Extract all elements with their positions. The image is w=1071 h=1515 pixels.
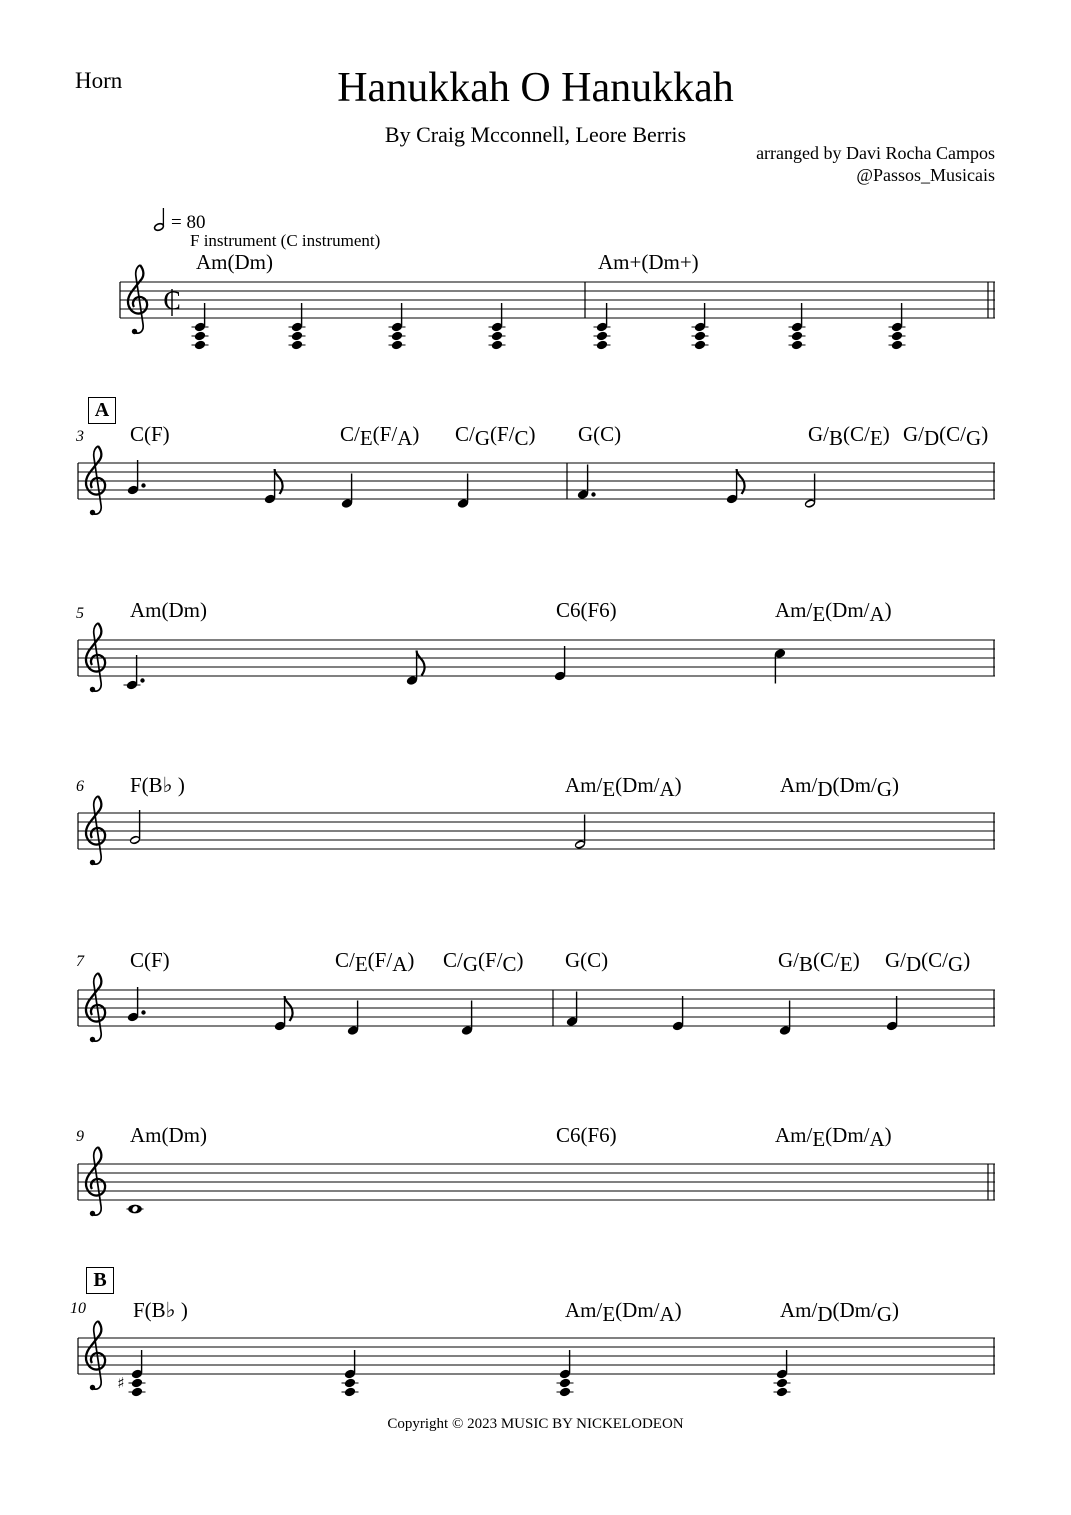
chord-symbol: C/G(F/C)	[455, 422, 536, 450]
note	[886, 996, 899, 1032]
measure-number: 9	[76, 1128, 84, 1145]
note	[289, 303, 306, 351]
chord-symbol: G(C)	[578, 422, 622, 446]
tempo-value: = 80	[171, 212, 206, 233]
staff-system-2	[78, 446, 995, 515]
chord-symbol: F(B♭ )	[130, 773, 185, 797]
note	[804, 474, 817, 510]
staff-system-5	[78, 973, 995, 1042]
composer-credit: By Craig Mcconnell, Leore Berris	[384, 122, 687, 147]
chord-symbol: Am/E(Dm/A)	[775, 1123, 892, 1151]
note	[129, 810, 142, 846]
rehearsal-mark-a: A	[88, 397, 116, 424]
note	[574, 815, 587, 851]
chord-symbol: C/G(F/C)	[443, 948, 524, 976]
note	[457, 474, 470, 510]
chord-symbol: Am/E(Dm/A)	[565, 773, 682, 801]
chord-symbol: Am(Dm)	[130, 598, 207, 622]
note	[779, 1001, 792, 1037]
chord-symbol: Am/D(Dm/G)	[780, 1298, 900, 1326]
chord-symbol: Am/D(Dm/G)	[780, 773, 900, 801]
note	[347, 1001, 360, 1037]
svg-text:♯: ♯	[117, 1374, 125, 1392]
instrument-label: Horn	[75, 68, 123, 93]
note	[554, 646, 567, 682]
note	[774, 648, 787, 684]
chord-symbol: Am/E(Dm/A)	[775, 598, 892, 626]
measure-number: 7	[76, 953, 84, 970]
note	[594, 303, 611, 351]
staff-system-1	[120, 265, 995, 351]
note	[192, 303, 209, 351]
staff-system-6	[78, 1147, 995, 1216]
piece-title: Hanukkah O Hanukkah	[337, 65, 734, 111]
arranger-credit: arranged by Davi Rocha Campos	[756, 143, 995, 163]
measure-number: 10	[70, 1300, 86, 1317]
note	[127, 1205, 144, 1214]
staff-system-4	[78, 796, 995, 865]
note	[789, 303, 806, 351]
arranger-handle: @Passos_Musicais	[856, 165, 995, 185]
note	[672, 996, 685, 1032]
chord-symbol: C6(F6)	[556, 598, 617, 622]
rehearsal-mark-b: B	[86, 1267, 114, 1294]
chord-symbol: Am(Dm)	[130, 1123, 207, 1147]
measure-number: 5	[76, 605, 84, 622]
note	[889, 303, 906, 351]
note	[389, 303, 406, 351]
chord-symbol: G/D(C/G)	[903, 422, 989, 450]
chord-symbol: C/E(F/A)	[340, 422, 420, 450]
note	[692, 303, 709, 351]
cut-time-icon: C	[163, 286, 181, 315]
note	[341, 474, 354, 510]
note	[406, 651, 425, 687]
note	[124, 655, 145, 691]
chord-symbol: G/B(C/E)	[778, 948, 860, 976]
note	[566, 992, 579, 1028]
staff-system-3	[78, 623, 995, 692]
tempo-marking	[153, 205, 205, 234]
sharp-accidental	[117, 1374, 124, 1392]
note	[489, 303, 506, 351]
chord-symbol: G(C)	[565, 948, 609, 972]
chord-symbol: G/B(C/E)	[808, 422, 890, 450]
staff-system-7	[78, 1321, 995, 1398]
copyright-notice: Copyright © 2023 MUSIC BY NICKELODEON	[387, 1416, 684, 1432]
note	[577, 465, 596, 501]
chord-symbol: Am/E(Dm/A)	[565, 1298, 682, 1326]
chord-symbol: C(F)	[130, 948, 170, 972]
chord-symbol: Am(Dm)	[196, 250, 273, 274]
measure-number: 6	[76, 778, 84, 795]
chord-symbol: C6(F6)	[556, 1123, 617, 1147]
chord-symbol: C/E(F/A)	[335, 948, 415, 976]
chord-symbol: G/D(C/G)	[885, 948, 971, 976]
measure-number: 3	[76, 428, 84, 445]
half-note-icon	[153, 205, 167, 232]
note	[461, 1001, 474, 1037]
transposition-note: F instrument (C instrument)	[190, 231, 381, 250]
chord-symbol: Am+(Dm+)	[598, 250, 699, 274]
chord-symbol: C(F)	[130, 422, 170, 446]
chord-symbol: F(B♭ )	[133, 1298, 188, 1322]
